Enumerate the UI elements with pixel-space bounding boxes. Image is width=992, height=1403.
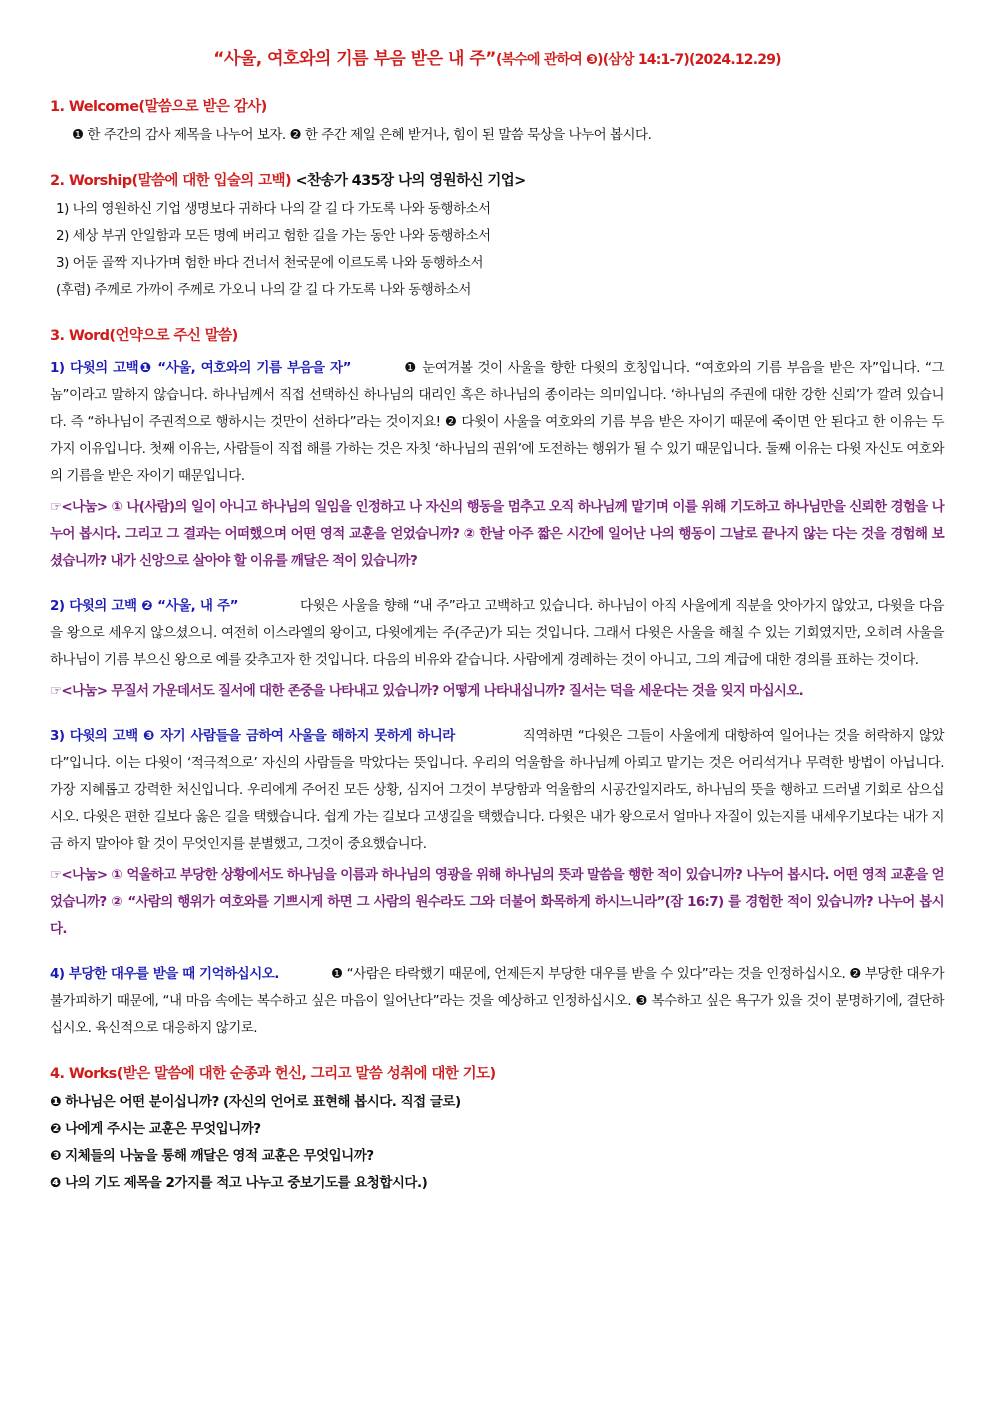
- welcome-text: ❶ 한 주간의 감사 제목을 나누어 보자. ❷ 한 주간 제일 은혜 받거나, 힘이 된 말씀 묵상을 나누어 봅시다.: [72, 127, 652, 143]
- works-item: ❶ 하나님은 어떤 분이십니까? (자신의 언어로 표현해 봅시다. 직접 글로): [50, 1094, 461, 1110]
- word-item-text: ❶ 눈여겨볼 것이 사울을 향한 다윗의 호칭입니다. “여호와의 기름 부음을 받은 자”입니다. “그놈”이라고 말하지 않습니다. 하나님께서 직접 선택하신 하나님의 대리인 혹은 하나님의 종이라는 의미입니다. ‘하나님의 주권에 대한 강한 신뢰’가 깔려 있습니다. 즉 “하나님이 주권적으로 행하시는 것만이 선하다”라는 것이지요! ❷ 다윗이 사울을 여호와의 기름 부음 받은 자이기 때문에 죽이면 안 된다고 한 이유는 두 가지 이유입니다. 첫째 이유는, 사람들이 직접 해를 가하는 것은 자칫 ‘하나님의 권위’에 도전하는 행위가 될 수 있기 때문입니다. 둘째 이유는 다윗 자신도 여호와의 기름을 받은 자이기 때문입니다.: [50, 360, 944, 484]
- hymn-title: <찬송가 435장 나의 영원하신 기업>: [295, 173, 526, 189]
- section-word: [50, 324, 944, 1042]
- share-question: ☞<나눔> ① 나(사람)의 일이 아니고 하나님의 일임을 인정하고 나 자신의 행동을 멈추고 오직 하나님께 맡기며 이를 위해 기도하고 하나님만을 신뢰한 경험을 나누어 봅시다. 그리고 그 결과는 어떠했으며 어떤 영적 교훈을 얻었습니까? ② 한날 아주 짧은 시간에 일어난 나의 행동이 그날로 끝나지 않는 다는 것을 경험해 보셨습니까? 내가 신앙으로 살아야 할 이유를 깨달은 적이 있습니까?: [50, 499, 944, 569]
- share-question: ☞<나눔> ① 억울하고 부당한 상황에서도 하나님을 이름과 하나님의 영광을 위해 하나님의 뜻과 말씀을 행한 적이 있습니까? 나누어 봅시다. 어떤 영적 교훈을 얻었습니까? ② “사람의 행위가 여호와를 기쁘시게 하면 그 사람의 원수라도 그와 더불어 화목하게 하시느니라”(잠 16:7) 를 경험한 적이 있습니까? 나누어 봅시다.: [50, 867, 944, 937]
- hymn-line: 1) 나의 영원하신 기업 생명보다 귀하다 나의 갈 길 다 가도록 나와 동행하소서: [56, 201, 491, 217]
- word-item-body: [50, 355, 944, 490]
- title-main: “사울, 여호와의 기름 부음 받은 내 주”: [213, 49, 496, 69]
- word-item-title: 3) 다윗의 고백 ❸ 자기 사람들을 금하여 사울을 해하지 못하게 하니라: [50, 728, 455, 744]
- hymn-chorus: (후렴) 주께로 가까이 주께로 가오니 나의 갈 길 다 가도록 나와 동행하소서: [56, 282, 471, 298]
- word-item-1: [50, 355, 944, 575]
- hymn-line: 3) 어둔 골짝 지나가며 험한 바다 건너서 천국문에 이르도록 나와 동행하소서: [56, 255, 483, 271]
- section-welcome: [50, 95, 944, 149]
- word-item-4: [50, 961, 944, 1042]
- welcome-heading: 1. Welcome(말씀으로 받은 감사): [50, 99, 267, 115]
- works-item: ❷ 나에게 주시는 교훈은 무엇입니까?: [50, 1121, 261, 1137]
- works-item: ❸ 지체들의 나눔을 통해 깨달은 영적 교훈은 무엇입니까?: [50, 1148, 374, 1164]
- page-title: [50, 44, 944, 69]
- works-heading: 4. Works(받은 말씀에 대한 순종과 헌신, 그리고 말씀 성취에 대한 기도): [50, 1066, 496, 1082]
- word-item-title: 4) 부당한 대우를 받을 때 기억하십시오.: [50, 966, 279, 982]
- worship-heading-label: 2. Worship(말씀에 대한 입술의 고백): [50, 173, 292, 189]
- worship-heading: [50, 169, 944, 190]
- hymn-line: 2) 세상 부귀 안일함과 모든 명예 버리고 험한 길을 가는 동안 나와 동행하소서: [56, 228, 491, 244]
- section-works: [50, 1062, 944, 1197]
- title-sub: (복수에 관하여 ❸)(삼상 14:1-7)(2024.12.29): [495, 52, 781, 68]
- word-item-body: [50, 961, 944, 1042]
- word-item-3: [50, 723, 944, 943]
- word-item-2: [50, 593, 944, 705]
- word-item-body: [50, 593, 944, 674]
- word-heading: 3. Word(언약으로 주신 말씀): [50, 328, 238, 344]
- word-item-body: [50, 723, 944, 858]
- section-worship: [50, 169, 944, 304]
- word-item-title: 2) 다윗의 고백 ❷ “사울, 내 주”: [50, 598, 238, 614]
- bible-study-page: [50, 44, 944, 1217]
- word-item-text: ❶ “사람은 타락했기 때문에, 언제든지 부당한 대우를 받을 수 있다”라는 것을 인정하십시오. ❷ 부당한 대우가 불가피하기 때문에, “내 마음 속에는 복수하고 싶은 마음이 일어난다”라는 것을 예상하고 인정하십시오. ❸ 복수하고 싶은 욕구가 있을 것이 분명하기에, 결단하십시오. 육신적으로 대응하지 않기로.: [50, 966, 944, 1036]
- word-item-title: 1) 다윗의 고백❶ “사울, 여호와의 기름 부음을 자”: [50, 360, 351, 376]
- word-item-text: 다윗은 사울을 향해 “내 주”라고 고백하고 있습니다. 하나님이 아직 사울에게 직분을 앗아가지 않았고, 다윗을 다음을 왕으로 세우지 않으셨으니. 여전히 이스라엘의 왕이고, 다윗에게는 주(주군)가 되는 것입니다. 그래서 다윗은 사울을 해칠 수 있는 기회였지만, 오히려 사울을 하나님이 기름 부으신 왕으로 예를 갖추고자 한 것입니다. 다음의 비유와 같습니다. 사람에게 경례하는 것이 아니고, 그의 계급에 대한 경의를 표하는 것이다.: [50, 598, 945, 668]
- word-item-text: 직역하면 “다윗은 그들이 사울에게 대항하여 일어나는 것을 허락하지 않았다”입니다. 이는 다윗이 ‘적극적으로’ 자신의 사람들을 막았다는 뜻입니다. 우리의 억울함을 하나님께 아뢰고 맡기는 것은 어리석거나 무력한 방법이 아닙니다. 가장 지혜롭고 강력한 처신입니다. 우리에게 주어진 모든 상황, 심지어 그것이 부당함과 억울함의 시공간일지라도, 하나님의 뜻을 행하고 드러낼 기회로 삼으십시오. 다윗은 편한 길보다 옳은 길을 택했습니다. 쉽게 가는 길보다 고생길을 택했습니다. 다윗은 내가 왕으로서 얼마나 자질이 있는지를 내세우기보다는 내가 지금 하지 말아야 할 것이 무엇인지를 분별했고, 그것이 중요했습니다.: [50, 728, 944, 852]
- share-question: ☞<나눔> 무질서 가운데서도 질서에 대한 존중을 나타내고 있습니까? 어떻게 나타내십니까? 질서는 덕을 세운다는 것을 잊지 마십시오.: [50, 683, 804, 699]
- works-item: ❹ 나의 기도 제목을 2가지를 적고 나누고 중보기도를 요청합시다.): [50, 1175, 428, 1191]
